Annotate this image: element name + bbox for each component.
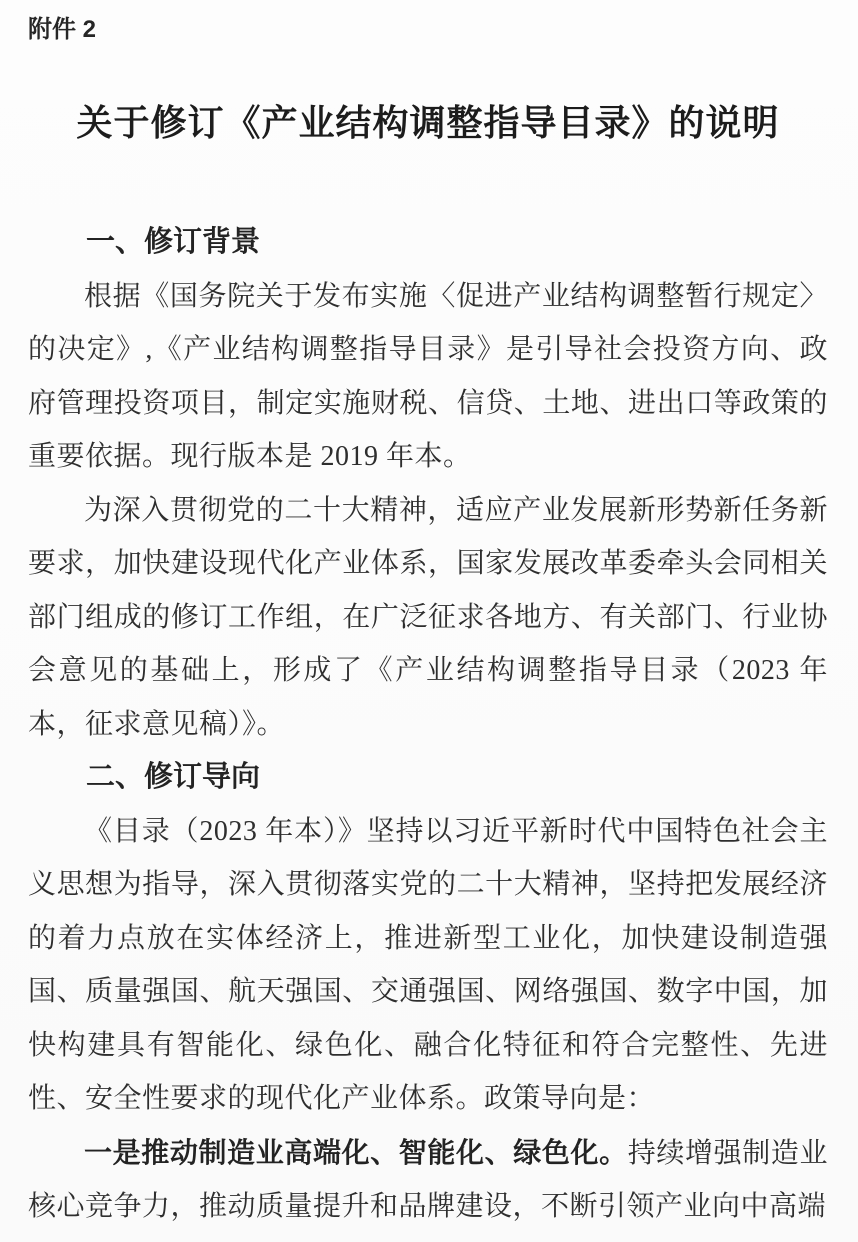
paragraph-orientation-1: 《目录（2023 年本）》坚持以习近平新时代中国特色社会主义思想为指导，深入贯彻落实党的二十大精神，坚持把发展经济的着力点放在实体经济上，推进新型工业化，加快建设制造强国、质量强国、航天强国、交通强国、网络强国、数字中国，加快构建具有智能化、绿色化、融合化特征和符合完整性、先进性、安全性要求的现代化产业体系。政策导向是： [28, 815, 828, 1114]
section-heading-orientation: 二、修订导向 [86, 761, 261, 793]
paragraph-lead-bold: 一是推动制造业高端化、智能化、绿色化。 [84, 1136, 628, 1168]
paragraph-orientation-2 [28, 1126, 828, 1234]
document-title: 关于修订《产业结构调整指导目录》的说明 [76, 103, 780, 143]
attachment-label: 附件 2 [28, 16, 97, 43]
paragraph-background-2: 为深入贯彻党的二十大精神，适应产业发展新形势新任务新要求，加快建设现代化产业体系，国家发展改革委牵头会同相关部门组成的修订工作组，在广泛征求各地方、有关部门、行业协会意见的基础上，形成了《产业结构调整指导目录（2023 年本，征求意见稿）》。 [28, 494, 828, 740]
paragraph-background-1: 根据《国务院关于发布实施〈促进产业结构调整暂行规定〉的决定》,《产业结构调整指导目录》是引导社会投资方向、政府管理投资项目，制定实施财税、信贷、土地、进出口等政策的重要依据。现行版本是 2019 年本。 [28, 280, 828, 472]
section-heading-background: 一、修订背景 [86, 226, 261, 258]
paragraph-rest: 持续增强制造业核心竞争力，推动质量提升和品牌建设，不断引领产业向中高端 [28, 1137, 828, 1222]
